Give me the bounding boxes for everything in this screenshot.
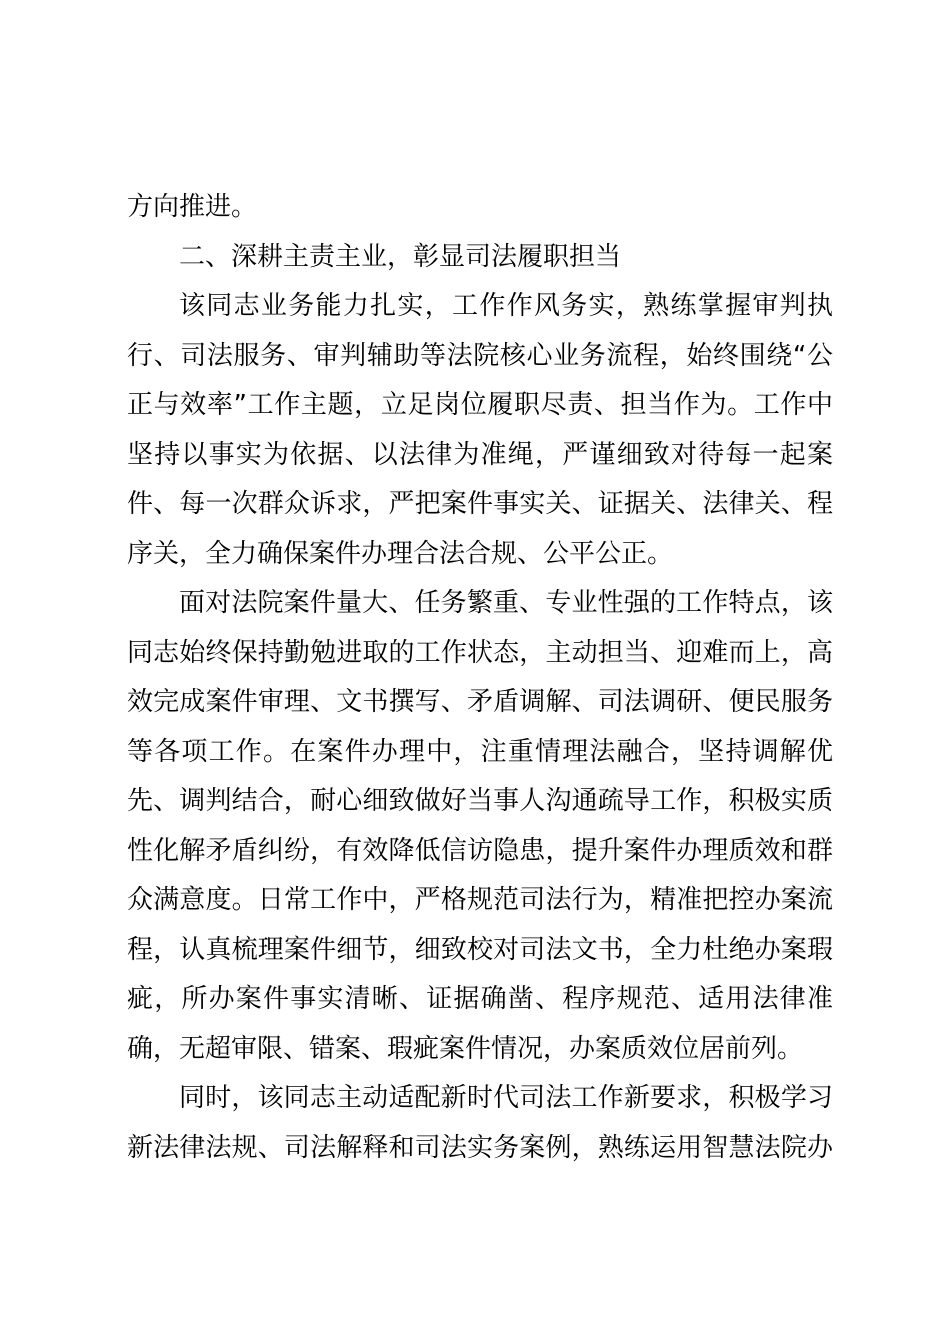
section-heading: 二、深耕主责主业，彰显司法履职担当 (179, 241, 622, 272)
text-line: 程，认真梳理案件细节，细致校对司法文书，全力杜绝办案瑕 (127, 934, 833, 965)
text-line: 同志始终保持勤勉进取的工作状态，主动担当、迎难而上，高 (127, 637, 833, 668)
text-line: 同时，该同志主动适配新时代司法工作新要求，积极学习 (179, 1083, 833, 1113)
text-line: 该同志业务能力扎实，工作作风务实，熟练掌握审判执 (179, 291, 833, 321)
text-line: 序关，全力确保案件办理合法合规、公平公正。 (127, 538, 674, 569)
text-line: 确，无超审限、错案、瑕疵案件情况，办案质效位居前列。 (127, 1033, 804, 1064)
document-body (127, 183, 833, 1173)
text-line: 坚持以事实为依据、以法律为准绳，严谨细致对待每一起案 (127, 439, 833, 470)
text-line: 疵，所办案件事实清晰、证据确凿、程序规范、适用法律准 (127, 984, 833, 1014)
text-line: 先、调判结合，耐心细致做好当事人沟通疏导工作，积极实质 (127, 786, 833, 816)
text-line: 正与效率”工作主题，立足岗位履职尽责、担当作为。工作中 (127, 390, 833, 420)
text-line: 新法律法规、司法解释和司法实务案例，熟练运用智慧法院办 (127, 1132, 833, 1163)
text-line: 众满意度。日常工作中，严格规范司法行为，精准把控办案流 (127, 885, 833, 915)
text-line: 等各项工作。在案件办理中，注重情理法融合，坚持调解优 (127, 736, 833, 767)
text-line: 面对法院案件量大、任务繁重、专业性强的工作特点，该 (179, 588, 833, 618)
text-line: 性化解矛盾纠纷，有效降低信访隐患，提升案件办理质效和群 (127, 835, 833, 866)
text-line: 效完成案件审理、文书撰写、矛盾调解、司法调研、便民服务 (127, 687, 833, 717)
text-line: 件、每一次群众诉求，严把案件事实关、证据关、法律关、程 (127, 489, 833, 519)
text-line: 行、司法服务、审判辅助等法院核心业务流程，始终围绕“公 (127, 340, 833, 371)
text-line: 方向推进。 (127, 192, 258, 222)
